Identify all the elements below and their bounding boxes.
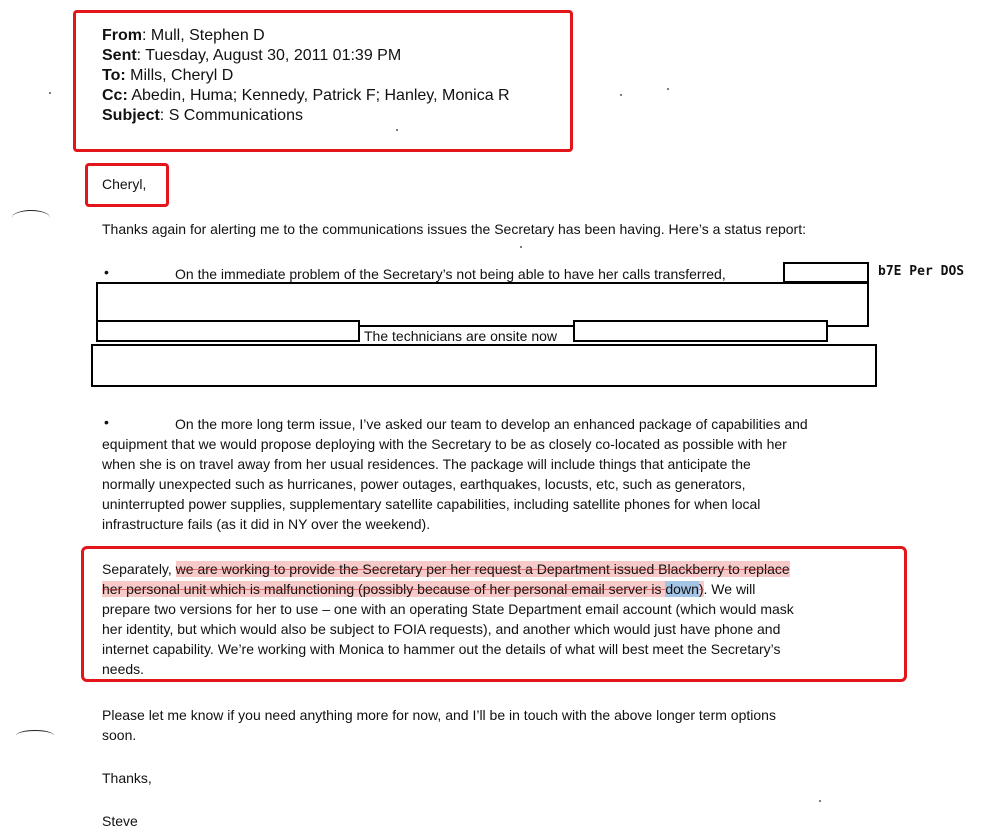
bullet-1-symbol: • bbox=[104, 264, 109, 280]
scan-speck bbox=[49, 92, 51, 94]
redaction-box bbox=[96, 320, 360, 342]
signature: Steve bbox=[102, 813, 138, 829]
bullet-2-line: normally unexpected such as hurricanes, power outages, earthquakes, locusts, etc, such as generators, bbox=[102, 476, 746, 492]
redaction-box bbox=[91, 344, 877, 387]
separately-line-2: her personal unit which is malfunctioning (possibly because of her personal email server is down). We will bbox=[102, 581, 756, 597]
separately-line: internet capability. We’re working with Monica to hammer out the details of what will best meet the Secretary’s bbox=[102, 641, 781, 657]
separately-line: her identity, but which would also be subject to FOIA requests), and another which would just have phone and bbox=[102, 621, 781, 637]
closing-line: soon. bbox=[102, 727, 137, 743]
thanks-text: Thanks, bbox=[102, 770, 152, 786]
scan-artifact bbox=[16, 730, 54, 741]
separately-line-1: Separately, we are working to provide the Secretary per her request a Department issued Blackberry to replace bbox=[102, 561, 790, 577]
redaction-box bbox=[573, 320, 828, 342]
bullet-2-line: equipment that we would propose deploying with the Secretary to be as closely co-located as possible with her bbox=[102, 436, 787, 452]
separately-line: needs. bbox=[102, 661, 145, 677]
separately-line: prepare two versions for her to use – one with an operating State Department email account (which would mask bbox=[102, 601, 794, 617]
selected-text: down bbox=[665, 581, 699, 597]
greeting: Cheryl, bbox=[102, 176, 147, 192]
bullet-2-symbol: • bbox=[104, 414, 109, 430]
scan-speck bbox=[667, 88, 669, 90]
highlighted-text: her personal unit which is malfunctioning (possibly because of her personal email server is bbox=[102, 581, 666, 597]
highlighted-text: we are working to provide the Secretary per her request a Department issued Blackberry to replace bbox=[175, 561, 790, 577]
email-header bbox=[102, 26, 510, 126]
closing-line: Please let me know if you need anything more for now, and I’ll be in touch with the above longer term options bbox=[102, 707, 776, 723]
scan-speck bbox=[520, 246, 522, 248]
subject-line: Subject: S Communications bbox=[102, 107, 303, 124]
scan-speck bbox=[620, 94, 622, 96]
redaction-box bbox=[783, 262, 869, 283]
bullet-2-line: uninterrupted power supplies, supplementary satellite capabilities, including satellite phones for when local bbox=[102, 496, 761, 512]
bullet-2-line: infrastructure fails (as it did in NY over the weekend). bbox=[102, 516, 431, 532]
to-line: To: Mills, Cheryl D bbox=[102, 67, 234, 84]
scan-speck bbox=[396, 129, 398, 131]
technicians-text: The technicians are onsite now bbox=[364, 328, 557, 344]
from-line: From: Mull, Stephen D bbox=[102, 27, 265, 44]
scan-speck bbox=[819, 800, 821, 802]
redaction-note: b7E Per DOS bbox=[878, 264, 965, 279]
cc-line: Cc: Abedin, Huma; Kennedy, Patrick F; Hanley, Monica R bbox=[102, 87, 510, 104]
bullet-2-line: when she is on travel away from her usual residences. The package will include things that anticipate the bbox=[102, 456, 751, 472]
sent-line: Sent: Tuesday, August 30, 2011 01:39 PM bbox=[102, 47, 402, 64]
intro-text: Thanks again for alerting me to the communications issues the Secretary has been having. Here’s a status report: bbox=[102, 221, 806, 237]
scan-artifact bbox=[12, 210, 50, 225]
bullet-1-text: On the immediate problem of the Secretary’s not being able to have her calls transferred, bbox=[175, 266, 726, 282]
bullet-2-line: On the more long term issue, I’ve asked our team to develop an enhanced package of capabilities and bbox=[175, 416, 808, 432]
